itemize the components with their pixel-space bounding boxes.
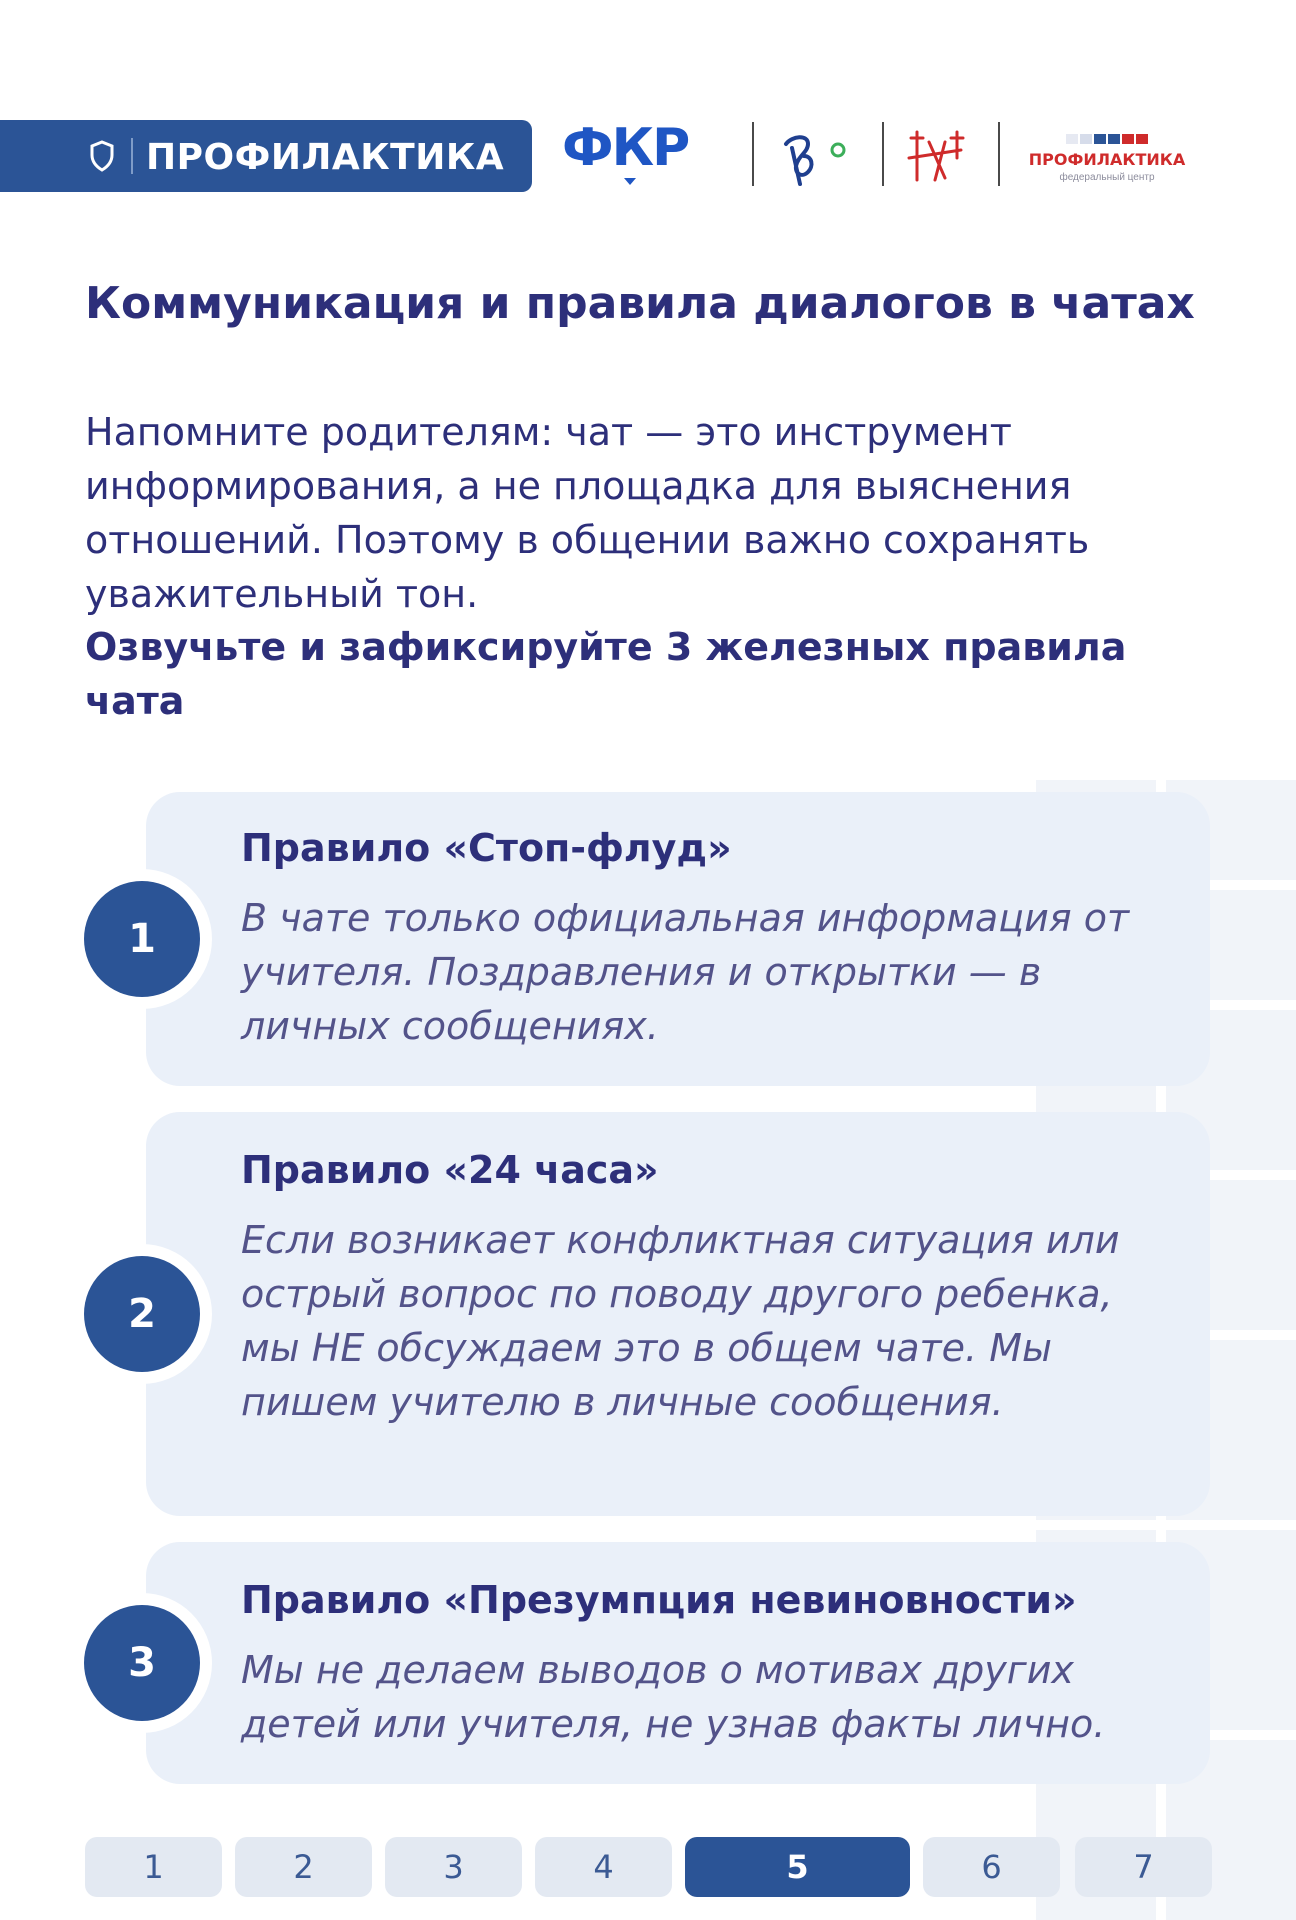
logo-divider [752, 122, 754, 186]
profilaktika-logo [1018, 130, 1196, 186]
logo-divider [998, 122, 1000, 186]
rule-text: В чате только официальная информация от учителя. Поздравления и открытки — в личных сообщениях. [241, 896, 1130, 1048]
profilaktika-logo-title: ПРОФИЛАКТИКА [1028, 150, 1186, 169]
profilaktika-logo-subtitle: федеральный центр [1059, 172, 1155, 183]
shield-icon [89, 140, 115, 172]
rule-number: 2 [84, 1256, 200, 1372]
page-button[interactable]: 6 [923, 1837, 1060, 1897]
pagination [85, 1837, 1212, 1897]
logo-divider [882, 122, 884, 186]
page-button[interactable]: 2 [235, 1837, 372, 1897]
rule-number: 1 [84, 881, 200, 997]
rule-title: Правило «Презумпция невиновности» [241, 1578, 1077, 1622]
intro-text: Напомните родителям: чат — это инструмент информирования, а не площадка для выяснения отношений. Поэтому в общении важно сохранять уважительный тон. [85, 410, 1090, 616]
page-title: Коммуникация и правила диалогов в чатах [85, 278, 1195, 329]
rule-text: Если возникает конфликтная ситуация или острый вопрос по поводу другого ребенка, мы НЕ обсуждаем это в общем чате. Мы пишем учителю в личные сообщения. [241, 1218, 1120, 1424]
page-button-active[interactable]: 5 [685, 1837, 910, 1897]
fkr-logo: ФКР [562, 118, 689, 178]
page-button[interactable]: 4 [535, 1837, 672, 1897]
header-banner [0, 120, 532, 192]
rule-number-badge [72, 1593, 212, 1733]
page-button[interactable]: 7 [1075, 1837, 1212, 1897]
rule-text: Мы не делаем выводов о мотивах других детей или учителя, не узнав факты лично. [241, 1648, 1106, 1746]
v-logo [778, 126, 850, 190]
header-divider [131, 138, 133, 174]
header-title: ПРОФИЛАКТИКА [146, 137, 505, 178]
rule-number: 3 [84, 1605, 200, 1721]
fkr-logo-marker [624, 178, 636, 185]
rule-title: Правило «Стоп-флуд» [241, 826, 732, 870]
rule-number-badge [72, 869, 212, 1009]
page-button[interactable]: 3 [385, 1837, 522, 1897]
rule-number-badge [72, 1244, 212, 1384]
intro-emphasis: Озвучьте и зафиксируйте 3 железных правила чата [85, 625, 1127, 723]
page-button[interactable]: 1 [85, 1837, 222, 1897]
flag-bars-icon [1066, 134, 1150, 144]
ornament-logo [905, 128, 965, 184]
rule-title: Правило «24 часа» [241, 1148, 659, 1192]
